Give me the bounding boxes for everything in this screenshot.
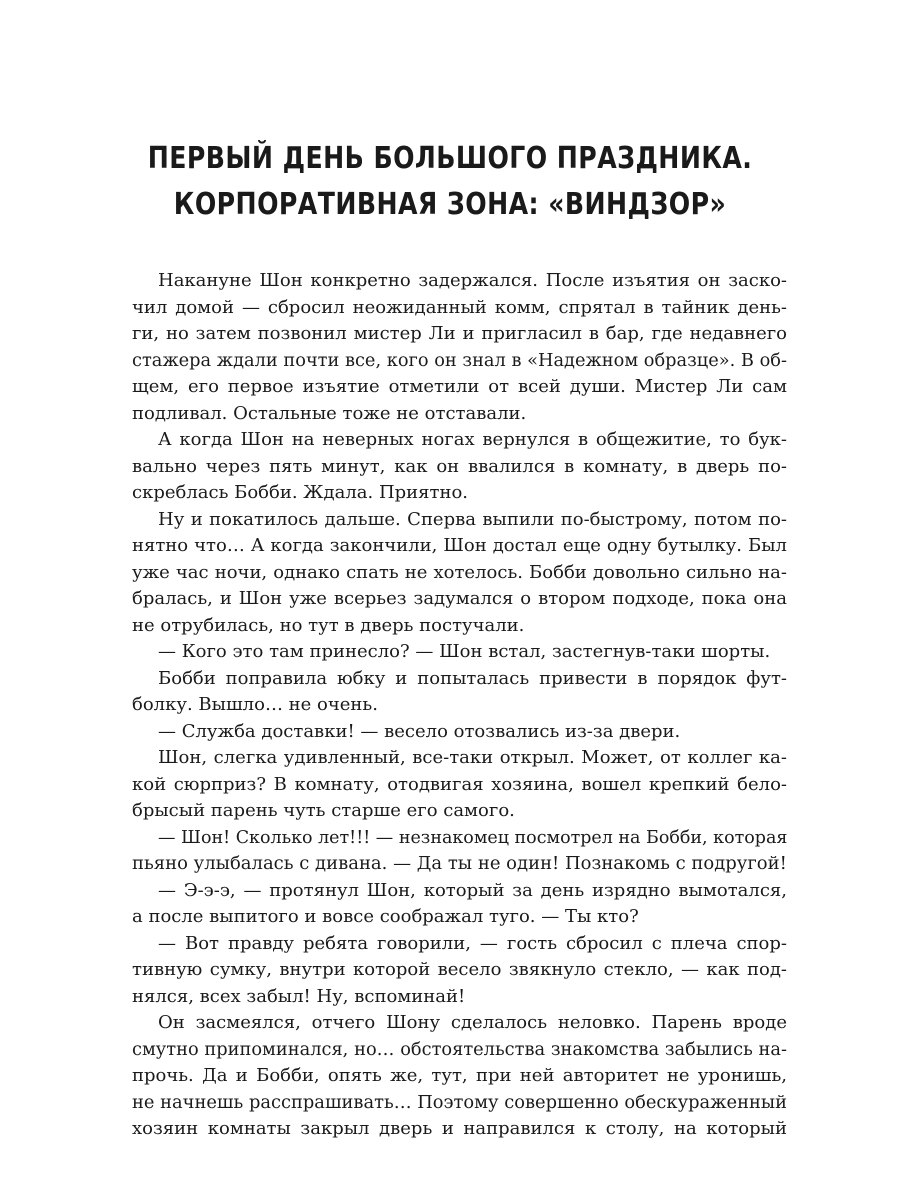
text-line: пьяно улыбалась с дивана. — Да ты не один! Познакомь с подругой! bbox=[132, 853, 787, 874]
text-line: — Вот правду ребята говорили, — гость сбросил с плеча спор- bbox=[158, 932, 787, 954]
text-line: скреблась Бобби. Ждала. Приятно. bbox=[132, 482, 469, 503]
paragraph bbox=[132, 639, 787, 666]
text-line: — Шон! Сколько лет!!! — незнакомец посмотрел на Бобби, которая bbox=[158, 827, 788, 848]
text-line: бралась, и Шон уже всерьез задумался о втором подходе, пока она bbox=[132, 588, 787, 609]
text-line: — Служба доставки! — весело отозвались из-за двери. bbox=[158, 720, 681, 742]
paragraph bbox=[132, 427, 787, 507]
chapter-title-line-2: КОРПОРАТИВНАЯ ЗОНА: «ВИНДЗОР» bbox=[173, 187, 727, 222]
text-line: не отрубилась, но тут в дверь постучали. bbox=[132, 614, 525, 636]
text-line: Ну и покатилось дальше. Сперва выпили по-быстрому, потом по- bbox=[158, 508, 787, 530]
chapter-title bbox=[72, 136, 828, 228]
text-line: хозяин комнаты закрыл дверь и направился к столу, на который bbox=[132, 1118, 787, 1139]
text-line: Накануне Шон конкретно задержался. После изъятия он заско- bbox=[158, 270, 787, 291]
paragraph bbox=[132, 507, 787, 640]
text-line: не начнешь расспрашивать… Поэтому совершенно обескураженный bbox=[132, 1091, 787, 1113]
text-line: брысый парень чуть старше его самого. bbox=[132, 800, 515, 821]
text-line: тивную сумку, внутри которой весело звякнуло стекло, — как под- bbox=[132, 959, 787, 980]
paragraph bbox=[132, 825, 787, 878]
text-line: — Кого это там принесло? — Шон встал, застегнув-таки шорты. bbox=[158, 641, 771, 662]
paragraph bbox=[132, 666, 787, 719]
text-line: нялся, всех забыл! Ну, вспоминай! bbox=[132, 985, 466, 1007]
text-line: А когда Шон на неверных ногах вернулся в общежитие, то бук- bbox=[158, 429, 787, 450]
text-line: смутно припоминался, но… обстоятельства знакомства забылись на- bbox=[132, 1038, 787, 1060]
text-line: а после выпитого и вовсе соображал туго. — Ты кто? bbox=[132, 906, 639, 927]
text-line: — Э-э-э, — протянул Шон, который за день изрядно вымотался, bbox=[158, 879, 787, 901]
text-line: Бобби поправила юбку и попыталась привести в порядок фут- bbox=[158, 667, 787, 689]
text-line: нятно что… А когда закончили, Шон достал еще одну бутылку. Был bbox=[132, 535, 787, 556]
text-line: щем, его первое изъятие отметили от всей души. Мистер Ли сам bbox=[132, 376, 787, 397]
text-line: вально через пять минут, как он ввалился в комнату, в дверь по- bbox=[132, 455, 787, 477]
text-line: стажера ждали почти все, кого он знал в «Надежном образце». В об- bbox=[132, 350, 787, 371]
text-line: ги, но затем позвонил мистер Ли и пригласил в бар, где недавнего bbox=[132, 323, 787, 344]
text-line: подливал. Остальные тоже не отставали. bbox=[132, 402, 527, 424]
text-line: болку. Вышло… не очень. bbox=[132, 694, 378, 715]
text-line: Он засмеялся, отчего Шону сделалось неловко. Парень вроде bbox=[158, 1012, 787, 1033]
paragraph bbox=[132, 719, 787, 746]
paragraph bbox=[132, 745, 787, 825]
text-line: кой сюрприз? В комнату, отодвигая хозяина, вошел крепкий бело- bbox=[132, 773, 787, 795]
text-line: чил домой — сбросил неожиданный комм, спрятал в тайник день- bbox=[132, 296, 787, 318]
paragraph bbox=[132, 878, 787, 931]
paragraph bbox=[132, 1010, 787, 1143]
paragraph bbox=[132, 931, 787, 1011]
text-line: Шон, слегка удивленный, все-таки открыл. Может, от коллег ка- bbox=[158, 747, 787, 768]
paragraph bbox=[132, 268, 787, 427]
body-text bbox=[132, 268, 787, 1143]
chapter-title-line-1: ПЕРВЫЙ ДЕНЬ БОЛЬШОГО ПРАЗДНИКА. bbox=[147, 141, 753, 176]
text-line: уже час ночи, однако спать не хотелось. Бобби довольно сильно на- bbox=[132, 561, 787, 583]
text-line: прочь. Да и Бобби, опять же, тут, при ней авторитет не уронишь, bbox=[132, 1065, 787, 1086]
